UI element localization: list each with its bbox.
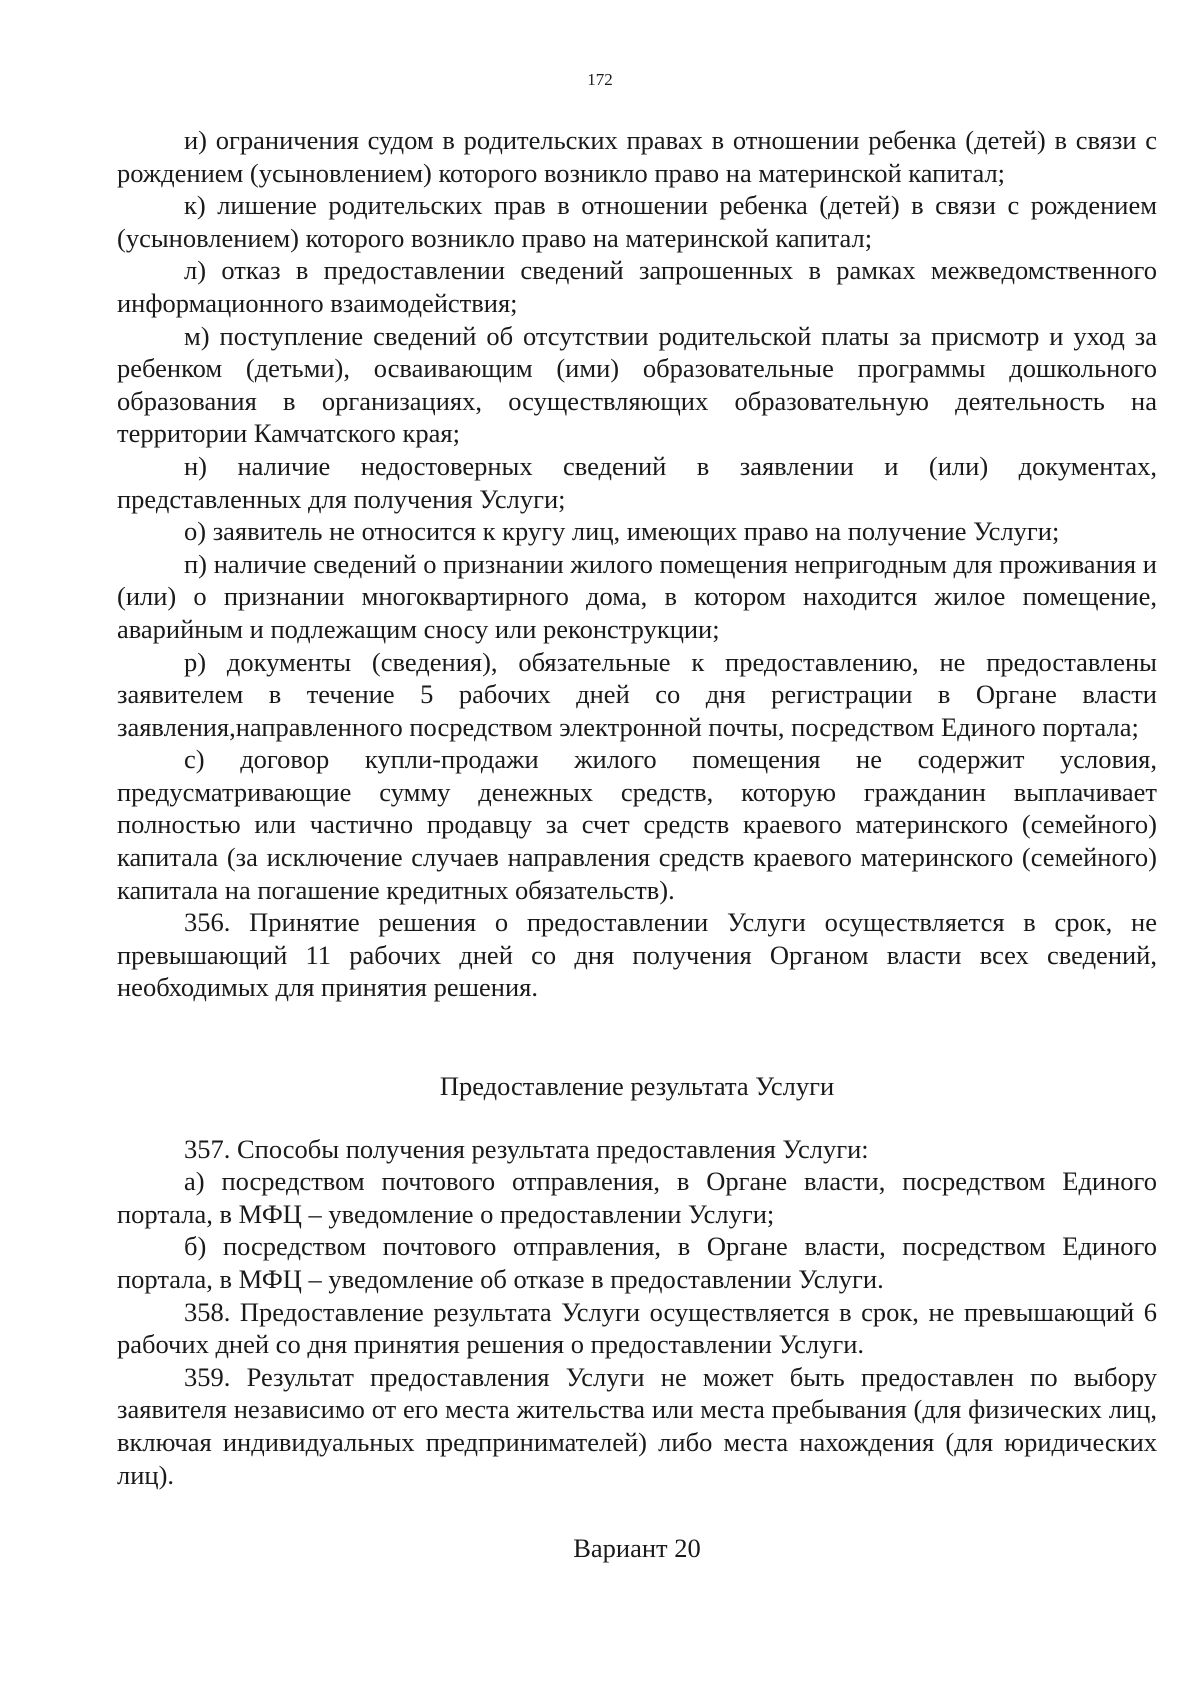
document-body	[117, 124, 1157, 1565]
page-number: 172	[587, 70, 613, 89]
paragraph-356: 356. Принятие решения о предоставлении Услуги осуществляется в срок, не превышающий 11 рабочих дней со дня получения Органом власти всех сведений, необходимых для принятия решения.	[117, 907, 1157, 1003]
paragraph-item-l: л) отказ в предоставлении сведений запрошенных в рамках межведомственного информационного взаимодействия;	[117, 255, 1157, 318]
paragraph-item-i: и) ограничения судом в родительских правах в отношении ребенка (детей) в связи с рождением (усыновлением) которого возникло право на материнской капитал;	[117, 125, 1157, 188]
paragraph-item-a: а) посредством почтового отправления, в Органе власти, посредством Единого портала, в МФЦ – уведомление о предоставлении Услуги;	[117, 1166, 1157, 1229]
paragraph-item-n: н) наличие недостоверных сведений в заявлении и (или) документах, представленных для получения Услуги;	[117, 450, 1157, 514]
paragraph-item-b: б) посредством почтового отправления, в Органе власти, посредством Единого портала, в МФЦ – уведомление об отказе в предоставлении Услуги.	[117, 1231, 1157, 1294]
paragraph-item-o: о) заявитель не относится к кругу лиц, имеющих право на получение Услуги;	[184, 516, 1060, 547]
paragraph-item-m: м) поступление сведений об отсутствии родительской платы за присмотр и уход за ребенком (детьми), осваивающим (ими) образовательные программы дошкольного образования в организациях, осуществляющих образовательную деятельность на территории Камчатского края;	[117, 320, 1157, 449]
paragraph-358: 358. Предоставление результата Услуги осуществляется в срок, не превышающий 6 рабочих дней со дня принятия решения о предоставлении Услуги.	[117, 1296, 1157, 1360]
paragraph-item-r: р) документы (сведения), обязательные к предоставлению, не предоставлены заявителем в течение 5 рабочих дней со дня регистрации в Органе власти заявления,направленного посредством электронной почты, посредством Единого портала;	[117, 646, 1157, 742]
paragraph-357: 357. Способы получения результата предоставления Услуги:	[184, 1133, 869, 1164]
paragraph-item-s: с) договор купли-продажи жилого помещения не содержит условия, предусматривающие сумму денежных средств, которую гражданин выплачивает полностью или частично продавцу за счет средств краевого материнского (семейного) капитала (за исключение случаев направления средств краевого материнского (семейного) капитала на погашение кредитных обязательств).	[117, 744, 1157, 905]
paragraph-359: 359. Результат предоставления Услуги не может быть предоставлен по выбору заявителя независимо от его места жительства или места пребывания (для физических лиц, включая индивидуальных предпринимателей) либо места нахождения (для юридических лиц).	[117, 1361, 1157, 1490]
paragraph-item-k: к) лишение родительских прав в отношении ребенка (детей) в связи с рождением (усыновлением) которого возникло право на материнской капитал;	[117, 190, 1157, 253]
paragraph-item-p: п) наличие сведений о признании жилого помещения непригодным для проживания и (или) о признании многоквартирного дома, в котором находится жилое помещение, аварийным и подлежащим сносу или реконструкции;	[117, 548, 1157, 644]
variant-heading: Вариант 20	[573, 1533, 701, 1564]
section-heading: Предоставление результата Услуги	[439, 1071, 835, 1102]
